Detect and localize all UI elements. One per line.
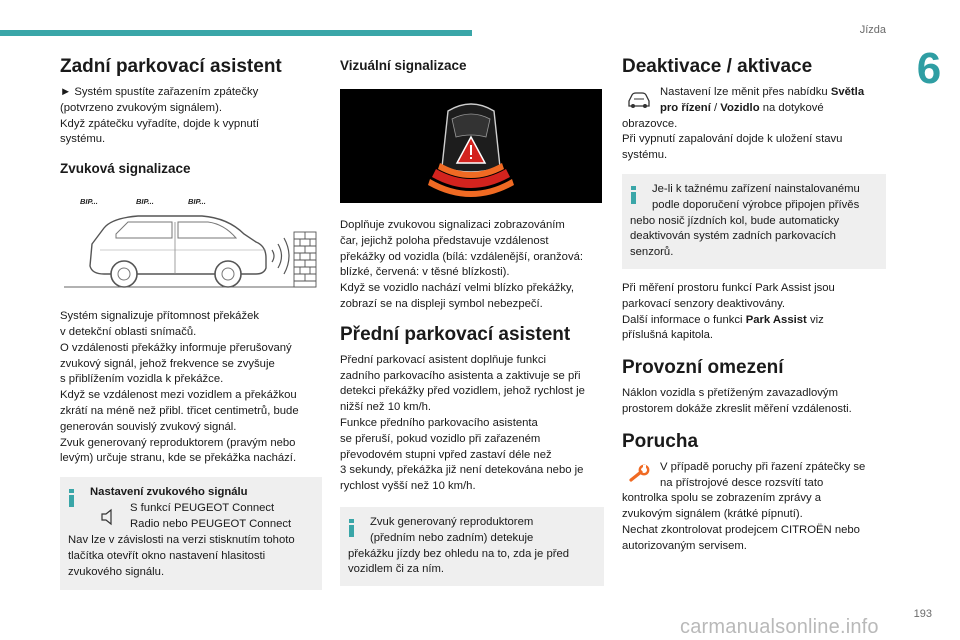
speaker-icon [90, 501, 126, 533]
park-assist-body: Při měření prostoru funkcí Park Assist jsou parkovací senzory deaktivovány. Další informace o funkci Park Assist viz příslušná kapitola. [622, 281, 835, 342]
note-title: Nastavení zvukového signálu [90, 486, 248, 499]
deactivation-body: obrazovce. Při vypnutí zapalování dojde k uložení stavu systému. [622, 117, 843, 162]
visual-signal-heading: Vizuální signalizace [340, 58, 467, 73]
page-number: 193 [913, 608, 932, 620]
beep-label-2: BIP... [136, 197, 154, 207]
section-label: Jízda [859, 24, 886, 36]
fault-title: Porucha [622, 430, 699, 452]
car-reversing-illustration [60, 188, 322, 296]
sound-settings-note: Nastavení zvukového signálu S funkcí PEUGEOT Connect Radio nebo PEUGEOT Connect Nav lze v závislosti na verzi stisknutím tohoto tlačítka otevřít okno nastavení hlasitosti zvukového signálu. [60, 477, 322, 590]
chapter-accent-bar [0, 30, 472, 36]
rear-assist-intro: ► Systém spustíte zařazením zpátečky (potvrzeno zvukovým signálem). Když zpátečku vyřadíte, dojde k vypnutí systému. [60, 86, 260, 146]
parking-display-illustration [340, 89, 602, 203]
sound-signal-heading: Zvuková signalizace [60, 161, 191, 177]
sound-signal-body: Systém signalizuje přítomnost překážek v detekční oblasti snímačů. O vzdálenosti překážky informuje přerušovaný zvukový signál, jehož frekvence se zvyšuje s přiblížením vozidla k překážce. Když se vzdálenost mezi vozidlem a překážkou zkrátí na méně než přibl. třicet centimetrů, bude generován souvislý zvukový signál. Zvuk generovaný reproduktorem (pravým nebo levým) určuje stranu, kde se překážka nachází. [60, 310, 299, 465]
limitations-body: Náklon vozidla s přetíženým zavazadlovým prostorem dokáže zkreslit měření vzdálenosti. [622, 387, 852, 415]
front-speaker-note: Zvuk generovaný reproduktorem (předním nebo zadním) detekuje překážku jízdy bez ohledu na to, zda je před vozidlem či za ním. [340, 507, 604, 586]
deactivation-title: Deaktivace / aktivace [622, 56, 813, 77]
chapter-number: 6 [916, 44, 942, 93]
limitations-title: Provozní omezení [622, 357, 784, 379]
info-icon [631, 186, 636, 204]
rear-assist-title: Zadní parkovací asistent [60, 56, 282, 77]
visual-signal-body: Doplňuje zvukovou signalizaci zobrazováním čar, jejichž poloha představuje vzdálenost překážky od vozidla (bílá: vzdálenější, oranžová: blízké, červená: v těsné blízkosti). Když se vozidlo nachází velmi blízko překážky, zobrazí se na displeji symbol nebezpečí. [340, 219, 584, 310]
towbar-note: Je-li k tažnému zařízení nainstalovanému podle doporučení výrobce připojen přívěs nebo nosič jízdních kol, bude automaticky deaktivován systém zadních parkovacích senzorů. [622, 174, 886, 269]
column-deactivation: Deaktivace / aktivace Nastavení lze měnit přes nabídku Světla pro řízení / Vozidlo na dotykové obrazovce. Při vypnutí zapalování dojde k uložení stavu systému. Je-li k tažnému zařízení nainstalovanému podle doporučení výrobce připojen přívěs nebo nosič jízdních kol, bude automaticky deaktivován systém zadních parkovacích senzorů. Při měření prostoru funkcí Park Assist jsou parkovací senzory deaktivovány. Další informace o funkci Park Assist viz příslušná kapitola. Provozní omezení Náklon vozidla s přetíženým zavazadlovým prostorem dokáže zkreslit měření vzdálenosti. Porucha V případě poruchy při řazení zpátečky se na přístrojové desce rozsvítí tato kontrolka spolu se zobrazením zprávy a zvukovým signálem (krátké pípnutí). Nechat zkontrolovat prodejcem CITROËN nebo autorizovaným servisem. [622, 55, 886, 555]
info-icon [69, 489, 74, 507]
beep-label-3: BIP... [188, 197, 206, 207]
note-body: Nav lze v závislosti na verzi stisknutím tohoto tlačítka otevřít okno nastavení hlasitosti zvukového signálu. [68, 533, 295, 578]
beep-label-1: BIP... [80, 197, 98, 207]
front-assist-title: Přední parkovací asistent [340, 323, 571, 345]
car-settings-icon [622, 85, 656, 115]
watermark-text: carmanualsonline.info [680, 616, 879, 638]
wrench-warning-icon [622, 460, 656, 490]
info-icon [349, 519, 354, 537]
fault-body: kontrolka spolu se zobrazením zprávy a zvukovým signálem (krátké pípnutí). Nechat zkontrolovat prodejcem CITROËN nebo autorizovaným servisem. [622, 492, 860, 552]
column-rear-assist [60, 55, 322, 590]
front-assist-body: Přední parkovací asistent doplňuje funkci zadního parkovacího asistenta a zaktivuje se při detekci překážky před vozidlem, jehož rychlost je nižší než 10 km/h. Funkce předního parkovacího asistenta se přeruší, pokud vozidlo při zařazeném převodovém stupni vpřed zastaví déle než 3 sekundy, překážka již není detekována nebo je rychlost vyšší než 10 km/h. [340, 353, 585, 493]
column-visual-front [340, 55, 604, 586]
